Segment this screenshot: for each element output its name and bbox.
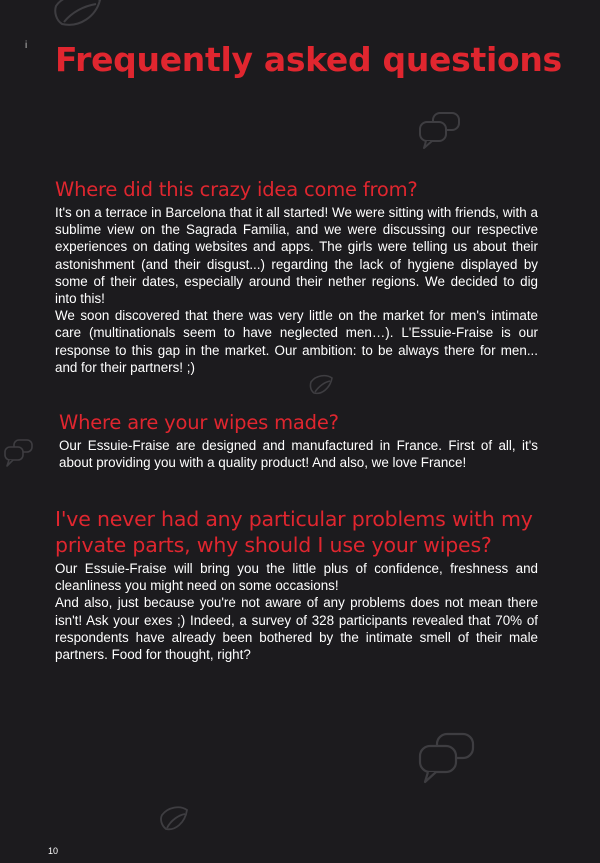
speech-bubbles-icon [2, 438, 34, 468]
faq-answer-paragraph: We soon discovered that there was very little on the market for men's intimate care (multinationals seem to have neglected men…). L'Essuie-Fraise is our response to this gap in the market. Our ambition: to be always there for men... and for their partners! ;) [55, 308, 538, 375]
faq-item-manufacturing [59, 410, 538, 471]
faq-item-origin [55, 177, 538, 376]
faq-question: Where did this crazy idea come from? [55, 178, 418, 201]
page-title: Frequently asked questions [55, 40, 562, 79]
speech-bubbles-icon [417, 730, 477, 786]
faq-answer-paragraph: Our Essuie-Fraise will bring you the little plus of confidence, freshness and cleanliness you might need on some occasions! [55, 561, 538, 594]
strawberry-outline-icon [50, 0, 106, 30]
side-mark: i [25, 40, 28, 51]
faq-answer-paragraph: Our Essuie-Fraise are designed and manufactured in France. First of all, it's about providing you with a quality product! And also, we love France! [59, 438, 538, 471]
strawberry-outline-icon [308, 374, 334, 396]
speech-bubbles-icon [417, 110, 463, 150]
faq-answer-paragraph: And also, just because you're not aware of any problems does not mean there isn't! Ask your exes ;) Indeed, a survey of 328 participants revealed that 70% of respondents have already been bothered by the intimate smell of their male partners. Food for thought, right? [55, 595, 538, 663]
faq-question: I've never had any particular problems with my private parts, why should I use your wipes? [55, 507, 533, 557]
faq-question: Where are your wipes made? [59, 411, 339, 434]
faq-item-why-use [55, 506, 538, 663]
page-number: 10 [48, 846, 59, 856]
strawberry-outline-icon [158, 805, 190, 833]
faq-answer-paragraph: It's on a terrace in Barcelona that it all started! We were sitting with friends, with a sublime view on the Sagrada Familia, and we were discussing our respective experiences on dating websites and apps. The girls were telling us about their astonishment (and their disgust...) regarding the lack of hygiene displayed by some of their dates, especially around their nether regions. We decided to dig into this! [55, 205, 538, 307]
